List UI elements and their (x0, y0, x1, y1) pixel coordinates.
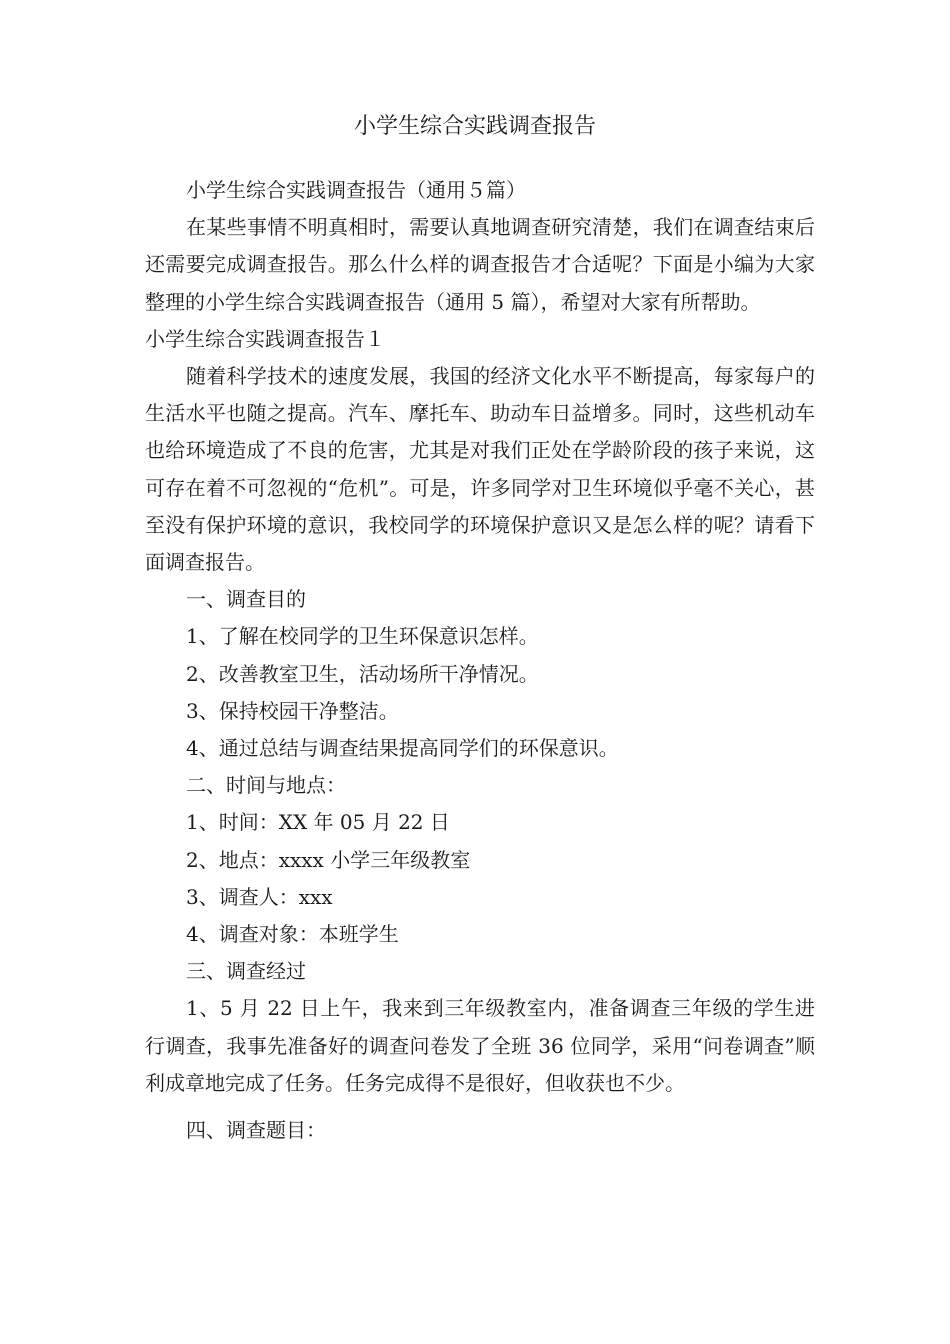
list-item: 4、调查对象：本班学生 (186, 922, 399, 947)
list-item: 1、时间：XX 年 05 月 22 日 (186, 810, 450, 835)
list-item: 2、地点：xxxx 小学三年级教室 (186, 847, 471, 872)
section-heading-report-1: 小学生综合实践调查报告１ (145, 326, 385, 351)
heading-process: 三、调查经过 (186, 959, 306, 984)
document-body (145, 172, 815, 1149)
list-item: 3、调查人：xxx (186, 884, 333, 909)
document-title: 小学生综合实践调查报告 (353, 114, 596, 139)
list-item: 2、改善教室卫生，活动场所干净情况。 (186, 661, 539, 686)
heading-purpose: 一、调查目的 (186, 587, 306, 612)
paragraph-spacer (145, 1102, 815, 1112)
list-item: 1、了解在校同学的卫生环保意识怎样。 (186, 624, 539, 649)
heading-time-place: 二、时间与地点： (186, 773, 346, 798)
paragraph-subtitle: 小学生综合实践调查报告（通用５篇） (186, 178, 526, 202)
paragraph-intro: 在某些事情不明真相时，需要认真地调查研究清楚，我们在调查结束后还需要完成调查报告。那么什么样的调查报告才合适呢？下面是小编为大家整理的小学生综合实践调查报告（通用 5 篇），希望对大家有所帮助。 (145, 215, 815, 314)
paragraph-background: 随着科学技术的速度发展，我国的经济文化水平不断提高，每家每户的生活水平也随之提高。汽车、摩托车、助动车日益增多。同时，这些机动车也给环境造成了不良的危害，尤其是对我们正处在学龄阶段的孩子来说，这可存在着不可忽视的“危机”。可是，许多同学对卫生环境似乎毫不关心，甚至没有保护环境的意识，我校同学的环境保护意识又是怎么样的呢？请看下面调查报告。 (145, 364, 815, 575)
heading-questions: 四、调查题目： (186, 1118, 326, 1143)
paragraph-process: 1、5 月 22 日上午，我来到三年级教室内，准备调查三年级的学生进行调查，我事先准备好的调查问卷发了全班 36 位同学，采用“问卷调查”顺利成章地完成了任务。任务完成得不是很好，但收获也不少。 (145, 996, 815, 1095)
list-item: 4、通过总结与调查结果提高同学们的环保意识。 (186, 736, 619, 761)
list-item: 3、保持校园干净整洁。 (186, 698, 399, 723)
